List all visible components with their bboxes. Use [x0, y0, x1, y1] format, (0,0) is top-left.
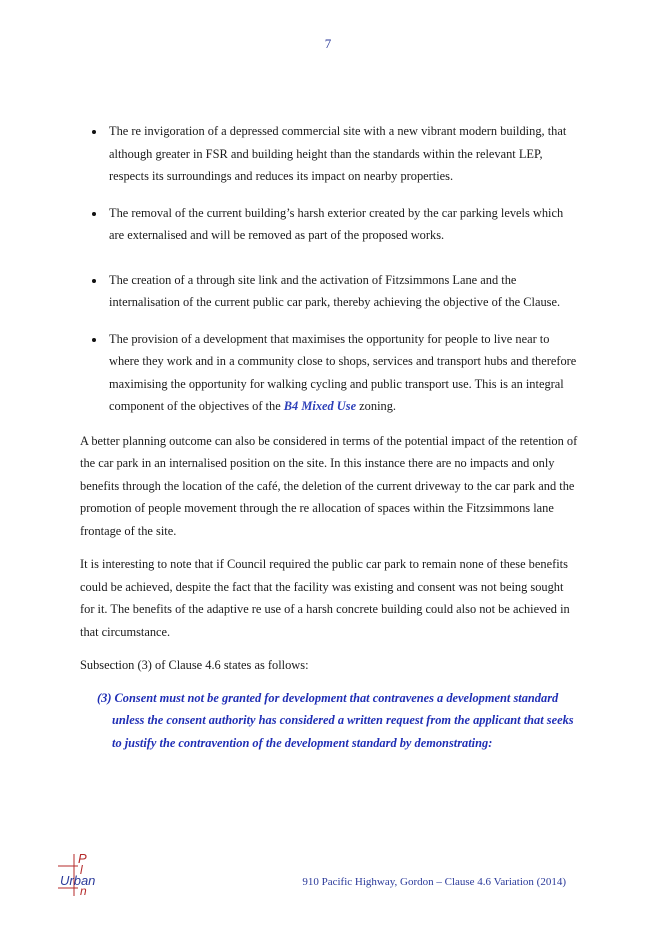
urban-plan-logo	[58, 852, 104, 898]
bullet-text: The creation of a through site link and the activation of Fitzsimmons Lane and the internalisation of the current public car park, thereby achieving the objective of the Clause.	[109, 272, 561, 309]
logo-letter-p: P	[78, 851, 87, 866]
paragraph-car-park-note: It is interesting to note that if Council required the public car park to remain none of these benefits could be achieved, despite the fact that the facility was existing and consent was not being sought for it. The benefits of the adaptive re use of a harsh concrete building could also not be achieved in that circumstance.	[80, 557, 570, 639]
paragraph-planning-outcome: A better planning outcome can also be considered in terms of the potential impact of the retention of the car park in an internalised position on the site. In this instance there are no impacts and only benefits through the location of the café, the deletion of the current driveway to the car park and the promotion of people movement through the re allocation of spaces within the Fitzsimmons lane frontage of the site.	[80, 433, 578, 538]
logo-word-urban: Urban	[60, 873, 96, 888]
bullet-item	[80, 328, 580, 418]
logo-letter-n: n	[80, 884, 87, 898]
zoning-emphasis: B4 Mixed Use	[283, 399, 357, 413]
bullet-item	[80, 120, 580, 188]
bullet-dot-icon	[92, 279, 96, 283]
logo-letter-l: l	[80, 863, 83, 877]
bullet-item	[80, 269, 580, 314]
bullet-dot-icon	[92, 338, 96, 342]
bullet-dot-icon	[92, 212, 96, 216]
bullet-item	[80, 202, 580, 247]
paragraph-subsection: Subsection (3) of Clause 4.6 states as follows:	[80, 658, 309, 672]
bullet-list	[80, 120, 580, 418]
clause-quote: (3) Consent must not be granted for development that contravenes a development standard unless the consent authority has considered a written request from the applicant that seeks to justify the contravention of the development standard by demonstrating:	[97, 690, 574, 750]
document-body	[80, 120, 580, 754]
footer-document-title: 910 Pacific Highway, Gordon – Clause 4.6 Variation (2014)	[302, 876, 566, 888]
bullet-text: The re invigoration of a depressed commercial site with a new vibrant modern building, that although greater in FSR and building height than the standards within the relevant LEP, respects its surroundings and reduces its impact on nearby properties.	[109, 124, 567, 183]
bullet-text: The provision of a development that maximises the opportunity for people to live near to where they work and in a community close to shops, services and transport hubs and therefore maximising the opportunity for walking cycling and public transport use. This is an integral component of the objectives of the	[109, 331, 577, 413]
bullet-text-end: zoning.	[356, 399, 396, 413]
bullet-dot-icon	[92, 130, 96, 134]
page-number: 7	[324, 36, 332, 51]
bullet-text: The removal of the current building’s harsh exterior created by the car parking levels which are externalised and will be removed as part of the proposed works.	[109, 205, 564, 242]
